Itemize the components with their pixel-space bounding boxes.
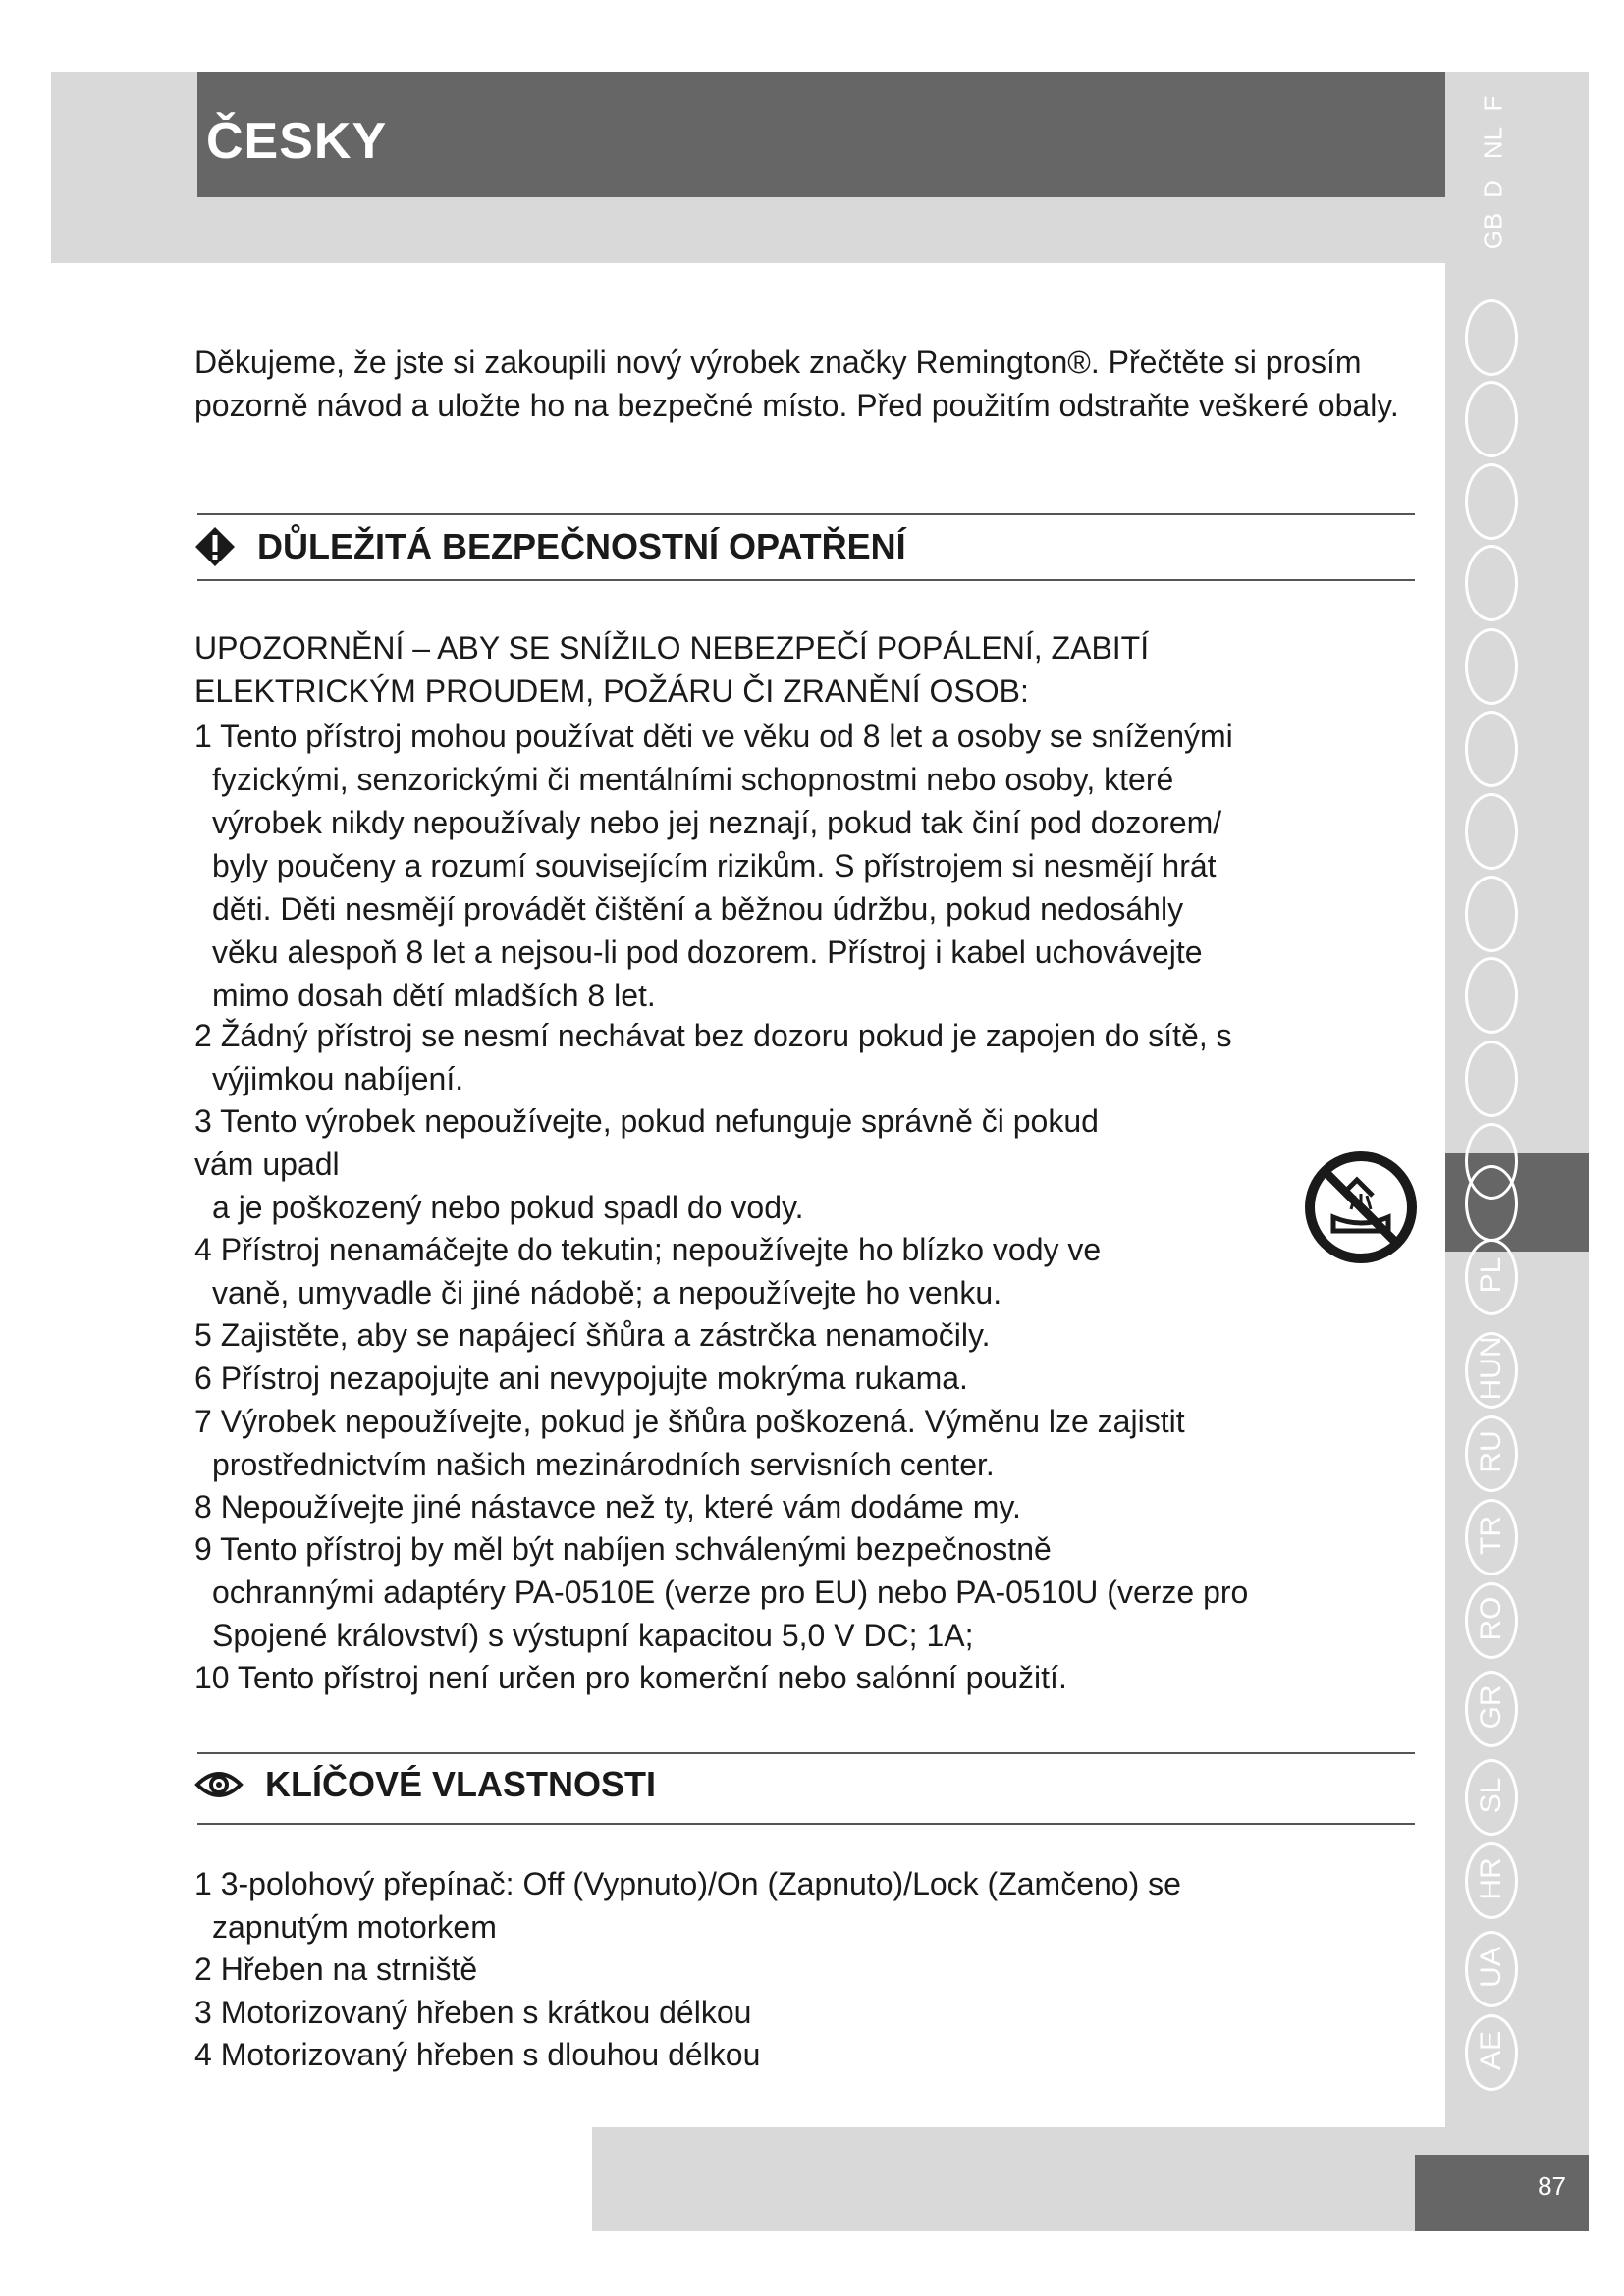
list-item [194,1400,1333,1486]
language-tab-label: GB [1478,212,1508,250]
list-item-number: 1 [194,1866,212,1901]
list-item-number: 6 [194,1361,212,1396]
language-tab[interactable] [1465,957,1518,1034]
list-item-line [194,1862,1333,1905]
list-item-text: Výrobek nepoužívejte, pokud je šňůra poškozená. Výměnu lze zajistit [220,1403,1185,1439]
list-item-line [194,931,1333,974]
list-item-line [194,887,1333,931]
page-number: 87 [1538,2171,1566,2201]
list-item-text: Motorizovaný hřeben s krátkou délkou [220,1994,752,2030]
list-item-line [194,1485,1333,1528]
list-item-text: prostřednictvím našich mezinárodních servisních center. [212,1446,995,1482]
list-item [194,715,1333,1017]
list-item-number: 2 [194,1951,212,1987]
list-item-line [194,1143,1333,1186]
list-item-text: ochrannými adaptéry PA-0510E (verze pro EU) nebo PA-0510U (verze pro [212,1575,1249,1611]
list-item-text: byly poučeny a rozumí souvisejícím rizikům. S přístrojem si nesmějí hrát [212,848,1217,883]
list-item [194,1862,1333,1949]
list-item-text: zapnutým motorkem [212,1909,497,1945]
list-item [194,1014,1333,1100]
language-tab[interactable] [1465,545,1518,621]
list-item-number: 7 [194,1403,212,1439]
language-tab[interactable] [1465,381,1518,457]
safety-heading [194,526,906,567]
language-tab[interactable] [1465,463,1518,540]
list-item-text: vám upadl [194,1147,340,1183]
list-item-number: 4 [194,1232,212,1268]
list-item-text: Spojené království) s výstupní kapacitou 5,0 V DC; 1A; [212,1618,974,1654]
list-item-number: 2 [194,1018,212,1054]
list-item-number: 8 [194,1488,212,1524]
list-item-number: 3 [194,1994,212,2030]
list-item-text: 3-polohový přepínač: Off (Vypnuto)/On (Zapnuto)/Lock (Zamčeno) se [220,1866,1181,1901]
language-tab[interactable] [1465,628,1518,705]
list-item [194,1099,1333,1229]
list-item-text: a je poškozený nebo pokud spadl do vody. [212,1190,804,1226]
list-item-text: Tento výrobek nepoužívejte, pokud nefunguje správně či pokud [220,1103,1099,1140]
list-item [194,1313,1333,1357]
list-item [194,1527,1333,1657]
list-item-text: Tento přístroj není určen pro komerční nebo salónní použití. [237,1660,1067,1696]
features-heading-text: KLÍČOVÉ VLASTNOSTI [265,1764,657,1804]
language-tab[interactable] [1465,299,1518,376]
language-tab-label: RO [1475,1596,1507,1641]
list-item-text: věku alespoň 8 let a nejsou-li pod dozorem. Přístroj i kabel uchovávejte [212,934,1203,970]
no-water-icon [1304,1150,1418,1264]
list-item-line [194,1357,1333,1400]
language-tab-label: SL [1475,1777,1507,1814]
list-item-number: 3 [194,1103,212,1140]
list-item-number: 1 [194,719,212,754]
language-tab-label: F [1478,95,1508,112]
section-rule [197,579,1415,581]
list-item-line [194,1948,1333,1991]
language-tab[interactable] [1465,1041,1518,1117]
list-item [194,1948,1333,1991]
list-item-line [194,2033,1333,2076]
eye-icon [194,1767,244,1802]
list-item-number: 4 [194,2037,212,2072]
list-item-line [194,1057,1333,1100]
list-item-number: 9 [194,1531,212,1568]
list-item [194,1357,1333,1400]
safety-heading-text: DŮLEŽITÁ BEZPEČNOSTNÍ OPATŘENÍ [257,526,906,566]
language-tab[interactable] [1465,711,1518,787]
list-item-line [194,1443,1333,1486]
features-heading [194,1764,656,1805]
list-item-text: vaně, umyvadle či jiné nádobě; a nepoužívejte ho venku. [212,1275,1002,1311]
list-item-line [194,1656,1333,1699]
list-item-line [194,1228,1333,1271]
list-item-line [194,1271,1333,1314]
language-tab-label: UA [1475,1947,1507,1988]
language-tab-label: HR [1475,1857,1507,1900]
language-tab-label: TR [1475,1516,1507,1555]
list-item-line [194,1313,1333,1357]
section-rule [197,1823,1415,1825]
list-item [194,2033,1333,2076]
warning-icon [194,526,236,567]
language-tab-label: NL [1478,126,1508,160]
list-item [194,1485,1333,1528]
list-item-line [194,974,1333,1017]
list-item-line [194,1527,1333,1571]
list-item-line [194,715,1333,758]
list-item-line [194,1014,1333,1057]
list-item-line [194,844,1333,887]
list-item-number: 10 [194,1660,230,1696]
language-tab-label: AE [1475,2030,1507,2071]
list-item-text: Tento přístroj mohou používat děti ve věku od 8 let a osoby se sníženými [220,719,1233,754]
language-tab-label: GR [1475,1684,1507,1730]
list-item-line [194,1991,1333,2034]
language-tab[interactable] [1465,876,1518,952]
list-item-text: Tento přístroj by měl být nabíjen schválenými bezpečnostně [220,1531,1052,1568]
list-item-line [194,801,1333,844]
list-item-text: děti. Děti nesmějí provádět čištění a běžnou údržbu, pokud nedosáhly [212,891,1184,927]
list-item-line [194,1614,1333,1657]
list-item [194,1991,1333,2034]
list-item-text: Přístroj nezapojujte ani nevypojujte mokrýma rukama. [220,1361,968,1396]
list-item-text: Hřeben na strniště [220,1951,478,1987]
list-item-text: Zajistěte, aby se napájecí šňůra a zástrčka nenamočily. [220,1317,991,1354]
list-item-number: 5 [194,1317,212,1354]
list-item [194,1228,1333,1314]
section-rule [197,1752,1415,1754]
footer-band [592,2127,1445,2231]
list-item-line [194,1400,1333,1443]
list-item-text: Motorizovaný hřeben s dlouhou délkou [220,2037,761,2072]
list-item-line [194,1186,1333,1229]
list-item-text: mimo dosah dětí mladších 8 let. [212,978,656,1013]
list-item-text: Žádný přístroj se nesmí nechávat bez dozoru pokud je zapojen do sítě, s [220,1018,1232,1054]
list-item-text: výrobek nikdy nepoužívaly nebo jej neznají, pokud tak činí pod dozorem/ [212,805,1222,840]
list-item-text: výjimkou nabíjení. [212,1061,464,1097]
list-item-line [194,1571,1333,1614]
list-item-line [194,1905,1333,1949]
intro-paragraph: Děkujeme, že jste si zakoupili nový výrobek značky Remington®. Přečtěte si prosím pozorně návod a uložte ho na bezpečné místo. Před použitím odstraňte veškeré obaly. [194,345,1399,423]
language-tab[interactable] [1465,793,1518,870]
safety-warning: UPOZORNĚNÍ – ABY SE SNÍŽILO NEBEZPEČÍ POPÁLENÍ, ZABITÍ ELEKTRICKÝM PROUDEM, POŽÁRU ČI ZRANĚNÍ OSOB: [194,630,1150,709]
language-tab-label: HUN [1475,1336,1507,1401]
page-title: ČESKY [206,113,388,170]
language-tab-label: PL [1475,1256,1507,1294]
list-item-text: Přístroj nenamáčejte do tekutin; nepoužívejte ho blízko vody ve [220,1232,1102,1268]
section-rule [197,513,1415,515]
list-item-line [194,758,1333,801]
language-tab-label: RU [1475,1430,1507,1473]
list-item-text: Nepoužívejte jiné nástavce než ty, které vám dodáme my. [220,1488,1021,1524]
list-item-text: fyzickými, senzorickými či mentálními schopnostmi nebo osoby, které [212,762,1174,797]
list-item-line [194,1099,1333,1143]
language-tab-label: D [1478,180,1508,198]
list-item [194,1656,1333,1699]
